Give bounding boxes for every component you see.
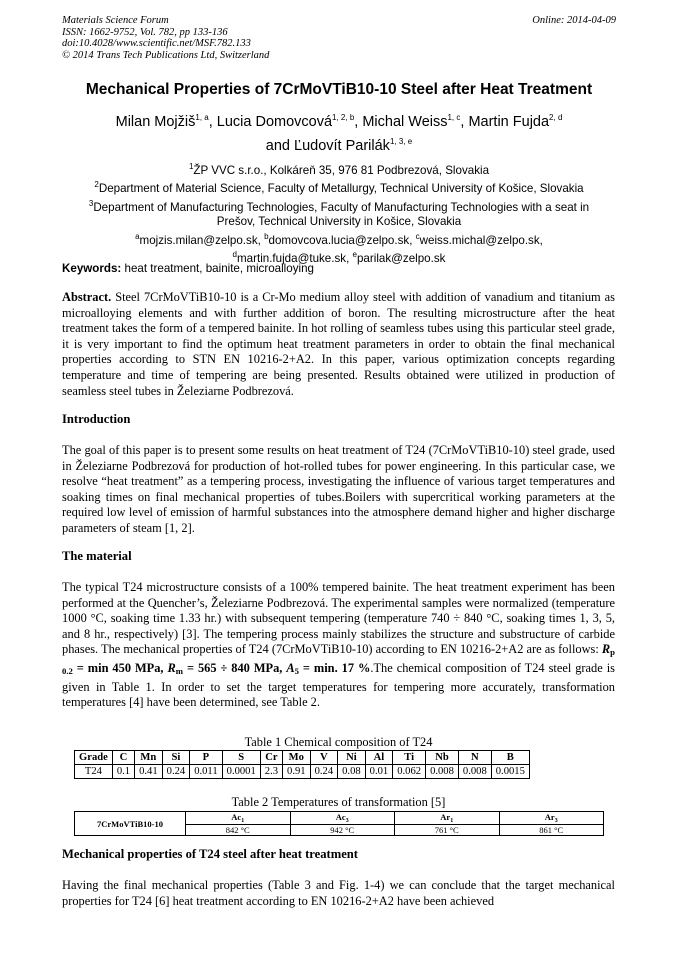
rm-value: = 565 ÷ 840 MPa, <box>182 660 287 675</box>
header-symbol: Ar <box>440 812 451 822</box>
author-affiliation-mark: 2, d <box>549 113 563 122</box>
section-heading-introduction: Introduction <box>62 412 131 426</box>
affiliation-line <box>50 197 628 230</box>
table-row <box>75 765 530 779</box>
header-symbol: Ac <box>231 812 242 822</box>
journal-header <box>62 15 269 61</box>
table-cell: 0.24 <box>162 765 190 779</box>
table-cell: 0.91 <box>283 765 311 779</box>
online-date: Online: 2014-04-09 <box>532 15 616 26</box>
a5-subscript: 5 <box>294 665 299 676</box>
table-header-cell <box>290 812 395 825</box>
header-subscript: 3 <box>554 818 558 824</box>
email-mark: e <box>352 249 357 259</box>
table-cell: 0.01 <box>365 765 393 779</box>
email-address: domovcova.lucia@zelpo.sk <box>268 233 410 247</box>
rp-value: = min 450 MPa, <box>72 660 168 675</box>
table-cell: 861 °C <box>499 825 604 836</box>
header-symbol: Ar <box>544 812 555 822</box>
author-separator: , <box>460 113 469 130</box>
author-name: and Ľudovít Parilák <box>265 137 390 154</box>
header-symbol: Ac <box>335 812 346 822</box>
table-header-cell: Si <box>162 751 190 765</box>
table-cell: 761 °C <box>395 825 500 836</box>
table-cell: 0.24 <box>310 765 338 779</box>
affiliation-text: Department of Material Science, Faculty of Metallurgy, Technical University of Košice, Slovakia <box>98 182 584 196</box>
table-header-cell: Nb <box>426 751 459 765</box>
email-address: mojzis.milan@zelpo.sk <box>139 233 258 247</box>
email-mark: c <box>415 231 420 241</box>
table-cell: 0.08 <box>338 765 366 779</box>
introduction-text: The goal of this paper is to present some results on heat treatment of T24 (7CrMoVTiB10-10) steel grade, used in Železiarne Podbrezová for production of hot-rolled tubes for power engineering. In this particular case, we resolve “heat treatment” as a tempering process, investigating the influence of various target temperatures and soaking times on final mechanical properties of tubes.Boilers with supercritical working parameters at the required low level of emission of harmful substances into the atmosphere demand higher and higher discharge parameters of steam [1, 2]. <box>62 443 615 535</box>
rp-subscript: p 0.2 <box>62 647 615 676</box>
email-line: $^a$mojzis.milan@zelpo.sk, $^b$domovcova.lucia@zelpo.sk, $^c$weiss.michal@zelpo.sk, <box>135 231 543 247</box>
table-header-row <box>75 751 530 765</box>
table-cell: 0.008 <box>426 765 459 779</box>
table-cell: 0.008 <box>458 765 491 779</box>
paper-title: Mechanical Properties of 7CrMoVTiB10-10 Steel after Heat Treatment <box>85 81 593 98</box>
table-cell: T24 <box>75 765 113 779</box>
affiliation-line <box>50 178 628 196</box>
table-header-cell: V <box>310 751 338 765</box>
table-header-cell: Mo <box>283 751 311 765</box>
table-header-cell: N <box>458 751 491 765</box>
rm-symbol: R <box>167 660 176 675</box>
author-name: Lucia Domovcová <box>216 113 333 130</box>
material-text <box>62 580 615 711</box>
email-address: weiss.michal@zelpo.sk <box>419 233 540 247</box>
author-affiliation-mark: 1, c <box>447 113 461 122</box>
author-affiliation-mark: 1, a <box>195 113 209 122</box>
mechanical-properties-text: Having the final mechanical properties (Table 3 and Fig. 1-4) we can conclude that the target mechanical properties for T24 [6] heat treatment according to EN 10216-2+A2 have been achieved <box>62 878 615 908</box>
author-affiliation-mark: 1, 3, e <box>389 136 413 146</box>
table-cell: 0.1 <box>112 765 134 779</box>
table-header-row <box>75 812 604 825</box>
header-subscript: 1 <box>450 818 454 824</box>
table-header-cell: S <box>222 751 260 765</box>
author-separator: , <box>208 113 217 130</box>
header-subscript: 3 <box>345 818 349 824</box>
table-grade-cell: 7CrMoVTiB10-10 <box>75 812 186 836</box>
author-name: Michal Weiss <box>362 113 448 130</box>
author-name: Milan Mojžiš <box>115 113 196 130</box>
table-header-cell <box>395 812 500 825</box>
header-subscript: 1 <box>241 818 245 824</box>
table2-caption: Table 2 Temperatures of transformation [5] <box>231 795 446 809</box>
section-heading-material: The material <box>62 549 132 563</box>
table-cell: 0.0015 <box>491 765 529 779</box>
table-header-cell: B <box>491 751 529 765</box>
table-header-cell <box>499 812 604 825</box>
table1-caption: Table 1 Chemical composition of T24 <box>244 735 433 749</box>
author-name: Martin Fujda <box>468 113 550 130</box>
journal-name: Materials Science Forum <box>62 15 169 26</box>
rm-subscript: m <box>175 665 183 676</box>
rp-symbol: R <box>601 642 611 657</box>
table-header-cell: Al <box>365 751 393 765</box>
affiliation-mark: 1 <box>188 162 194 171</box>
a5-value: = min. 17 % <box>298 660 371 675</box>
author-list <box>50 108 628 156</box>
affiliation-text: ŽP VVC s.r.o., Kolkáreň 35, 976 81 Podbrezová, Slovakia <box>193 163 490 177</box>
table-header-cell: P <box>190 751 222 765</box>
table-cell: 0.0001 <box>222 765 260 779</box>
table-chemical-composition <box>74 750 530 779</box>
table-header-cell: Cr <box>260 751 282 765</box>
material-text-part: .The chemical composition of T24 steel grade is given in Table 1. In order to set the target temperatures for tempering more accurately, transformation temperatures [4] have been determined, see Table 2. <box>62 660 615 710</box>
journal-issn: ISSN: 1662-9752, Vol. 782, pp 133-136 <box>62 26 228 38</box>
table-header-cell: Mn <box>135 751 163 765</box>
email-address: martin.fujda@tuke.sk <box>237 251 347 265</box>
table-cell: 2.3 <box>260 765 282 779</box>
journal-copyright: © 2014 Trans Tech Publications Ltd, Switzerland <box>62 49 270 61</box>
affiliation-line <box>50 160 628 178</box>
table-cell: 0.062 <box>393 765 426 779</box>
email-mark: b <box>264 231 269 241</box>
abstract-label: Abstract. <box>62 290 112 304</box>
table-header-cell: C <box>112 751 134 765</box>
email-line: $^d$martin.fujda@tuke.sk, $^e$parilak@zelpo.sk <box>232 249 446 265</box>
affiliation-mark: 3 <box>88 198 94 208</box>
email-address: parilak@zelpo.sk <box>356 251 446 265</box>
email-mark: a <box>135 231 140 241</box>
author-affiliation-mark: 1, 2, b <box>332 113 355 122</box>
table-header-cell <box>186 812 291 825</box>
section-heading-mechanical-properties: Mechanical properties of T24 steel after heat treatment <box>62 847 358 861</box>
material-text-part: The typical T24 microstructure consists of a 100% tempered bainite. The heat treatment experiment has been performed at the Quencher’s, Železiarne Podbrezová. The experimental samples were normalized (temperature 1000 °C, soaking time 1.33 hr.) with subsequent tempering (temperature 740 ÷ 840 °C, soaking times 1, 3, 5, and 8 hr., respectively) [3]. The tempering process mainly stabilizes the structure and substructure of carbide phases. The mechanical properties of T24 (7CrMoVTiB10-10) according to EN 10216-2+A2 are as follows: <box>62 580 615 657</box>
a5-symbol: A <box>286 660 295 675</box>
abstract-text: Steel 7CrMoVTiB10-10 is a Cr-Mo medium alloy steel with addition of vanadium and titanium as microalloying elements and with further addition of boron. The resulting microstructure after the heat treatment takes the form of a tempered bainite. In hot rolling of seamless tubes using this particular steel grade, it is very important to find the optimum heat treatment parameters in order to obtain the final mechanical properties according to STN EN 10216-2+A2. In this paper, various optimization concepts regarding temperature and time of tempering are being presented. Results obtained were utilized in production of seamless steel tubes in Železiarne Podbrezová. <box>62 290 615 398</box>
table-header-cell: Ti <box>393 751 426 765</box>
table-transformation-temperatures <box>74 811 604 836</box>
affiliations <box>50 160 628 266</box>
keywords-label: Keywords: <box>62 262 122 275</box>
affiliation-mark: 2 <box>94 180 99 190</box>
table-cell: 942 °C <box>290 825 395 836</box>
affiliation-text: Department of Manufacturing Technologies, Faculty of Manufacturing Technologies with a seat in Prešov, Technical University in Košice, Slovakia <box>93 200 590 229</box>
author-separator: , <box>354 113 363 130</box>
journal-doi: doi:10.4028/www.scientific.net/MSF.782.133 <box>62 38 251 50</box>
table-cell: 842 °C <box>186 825 291 836</box>
email-mark: d <box>232 249 237 259</box>
table-cell: 0.41 <box>135 765 163 779</box>
keywords-text: heat treatment, bainite, microalloying <box>124 262 314 275</box>
table-cell: 0.011 <box>190 765 222 779</box>
keywords <box>62 262 314 275</box>
table-header-cell: Grade <box>75 751 113 765</box>
abstract <box>62 290 615 399</box>
table-header-cell: Ni <box>338 751 366 765</box>
